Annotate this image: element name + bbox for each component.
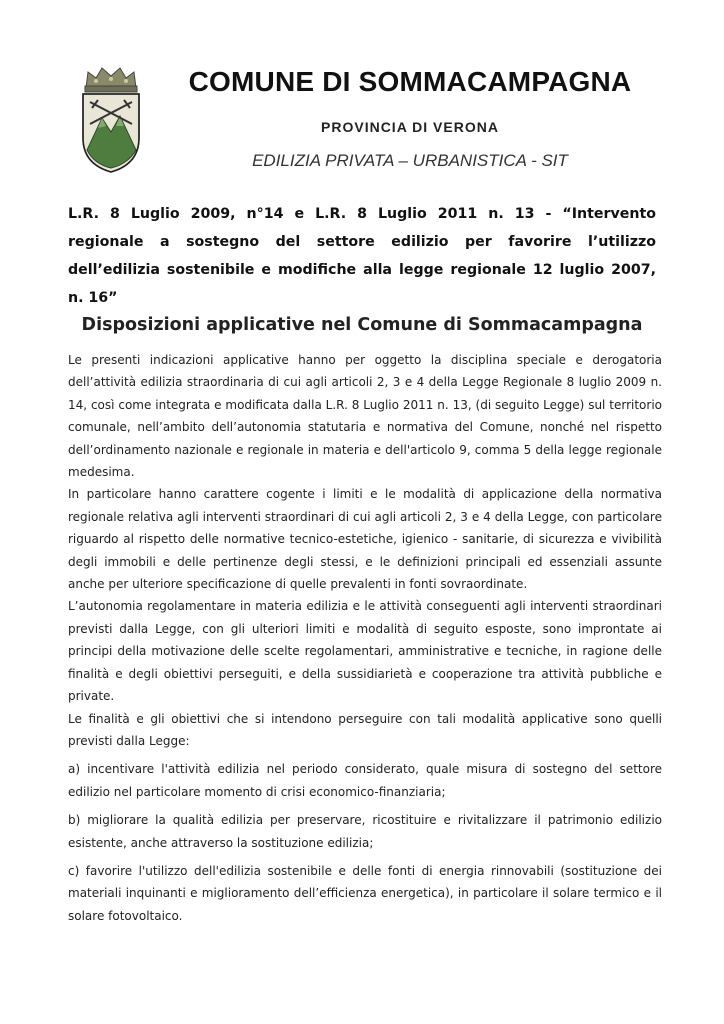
department-label: EDILIZIA PRIVATA – URBANISTICA - SIT xyxy=(252,151,568,170)
list-item: c) favorire l'utilizzo dell'edilizia sostenibile e delle fonti di energia rinnovabili (sostituzione dei materiali inquinanti e miglioramento dell’efficienza energetica), in particolare il solare termico e il solare fotovoltaico. xyxy=(68,863,662,923)
page-title: COMUNE DI SOMMACAMPAGNA xyxy=(188,66,632,97)
list-item: a) incentivare l'attività edilizia nel periodo considerato, quale misura di sostegno del settore edilizio nel particolare momento di crisi economico-finanziaria; xyxy=(68,762,662,799)
body-paragraph: In particolare hanno carattere cogente i limiti e le modalità di applicazione della normativa regionale relativa agli interventi straordinari di cui agli articoli 2, 3 e 4 della Legge, con particolare riguardo al rispetto delle normative tecnico-estetiche, igienico - sanitarie, di sicurezza e vivibilità degli immobili e delle pertinenze degli stessi, e le definizioni principali ed essenziali assunte anche per ulteriore specificazione di quelle prevalenti in fonti sovraordinate. xyxy=(68,487,662,592)
body-paragraph: L’autonomia regolamentare in materia edilizia e le attività conseguenti agli interventi straordinari previsti dalla Legge, con gli ulteriori limiti e modalità di seguito esposte, sono improntate ai principi della motivazione delle scelte regolamentari, amministrative e tecniche, in ragione delle finalità e degli obiettivi perseguiti, e della sussidiarietà e cooperazione tra attività pubbliche e private. xyxy=(68,599,662,704)
law-reference: L.R. 8 Luglio 2009, n°14 e L.R. 8 Luglio 2011 n. 13 - “Intervento regionale a sostegno del settore edilizio per favorire l’utilizzo dell’edilizia sostenibile e modifiche alla legge regionale 12 luglio 2007, n. 16” xyxy=(68,206,656,306)
province-label: PROVINCIA DI VERONA xyxy=(321,119,499,135)
body-paragraph: Le finalità e gli obiettivi che si intendono perseguire con tali modalità applicative sono quelli previsti dalla Legge: xyxy=(68,711,662,748)
comune-coat-of-arms-icon xyxy=(78,66,144,174)
list-item: b) migliorare la qualità edilizia per preservare, ricostituire e rivitalizzare il patrimonio edilizio esistente, anche attraverso la sostituzione edilizia; xyxy=(68,813,662,850)
body-paragraph: Le presenti indicazioni applicative hanno per oggetto la disciplina speciale e derogatoria dell’attività edilizia straordinaria di cui agli articoli 2, 3 e 4 della Legge Regionale 8 luglio 2009 n. 14, così come integrata e modificata dalla L.R. 8 Luglio 2011 n. 13, (di seguito Legge) sul territorio comunale, nell’ambito dell’autonomia statutaria e normativa del Comune, nonché nel rispetto dell’ordinamento nazionale e regionale in materia e dell'articolo 9, comma 5 della legge regionale medesima. xyxy=(68,353,662,480)
document-body xyxy=(68,349,662,927)
section-title: Disposizioni applicative nel Comune di Sommacampagna xyxy=(81,315,643,335)
